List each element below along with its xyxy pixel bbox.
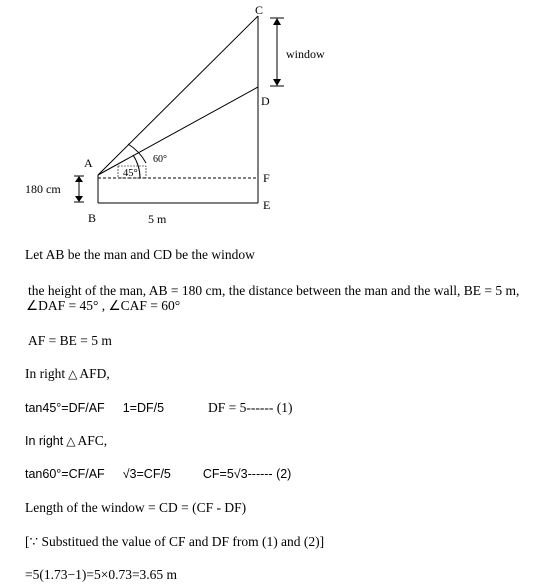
eq-root3-cf: √3=CF/5 [122, 467, 171, 481]
label-a: A [84, 156, 93, 170]
height-arrow-top [75, 176, 83, 182]
window-arrow-bottom [273, 79, 281, 86]
eq-tan60: tan60°=CF/AF [25, 467, 105, 481]
label-angle-60: 60° [153, 154, 167, 165]
sight-line-ad [98, 87, 258, 175]
label-angle-45: 45° [123, 168, 138, 179]
label-height: 180 cm [25, 182, 61, 196]
label-b: B [88, 211, 97, 225]
triangle-icon: △ [66, 434, 76, 448]
text-line-2a: the height of the man, AB = 180 cm, the distance between the man and the wall, BE = 5 m, [28, 283, 520, 298]
text-line-10: =5(1.73−1)=5×0.73=3.65 m [25, 567, 178, 582]
eq-1-df: 1=DF/5 [122, 401, 165, 415]
text-line-8: Length of the window = CD = (CF - DF) [25, 500, 247, 515]
in-right-label-2: In right [25, 434, 64, 448]
label-window: window [286, 47, 325, 61]
sight-line-ac [98, 16, 258, 175]
text-line-1: Let AB be the man and CD be the window [25, 247, 255, 262]
text-line-4 [25, 366, 110, 382]
text-line-3: AF = BE = 5 m [28, 333, 112, 348]
text-line-6 [25, 433, 107, 449]
triangle-afc: AFC, [77, 433, 108, 448]
text-line-9: [∵ Substitued the value of CF and DF from (1) and (2)] [25, 534, 325, 549]
in-right-label: In right [25, 366, 66, 381]
label-f: F [263, 171, 270, 185]
label-base: 5 m [148, 212, 167, 226]
label-c: C [255, 3, 264, 17]
height-arrow-bottom [75, 196, 83, 202]
window-arrow-top [273, 18, 281, 25]
trigonometry-figure [0, 0, 542, 235]
label-e: E [263, 198, 271, 212]
text-line-5 [25, 400, 293, 416]
text-line-7 [25, 467, 291, 481]
eq-df-5: DF = 5------ (1) [208, 400, 293, 415]
eq-cf-5root3: CF=5√3------ (2) [202, 467, 292, 481]
label-d: D [261, 94, 270, 108]
text-line-2b: ∠DAF = 45° , ∠CAF = 60° [26, 298, 181, 313]
triangle-afd: AFD, [79, 366, 110, 381]
eq-tan45: tan45°=DF/AF [25, 401, 105, 415]
triangle-icon: △ [68, 367, 78, 381]
